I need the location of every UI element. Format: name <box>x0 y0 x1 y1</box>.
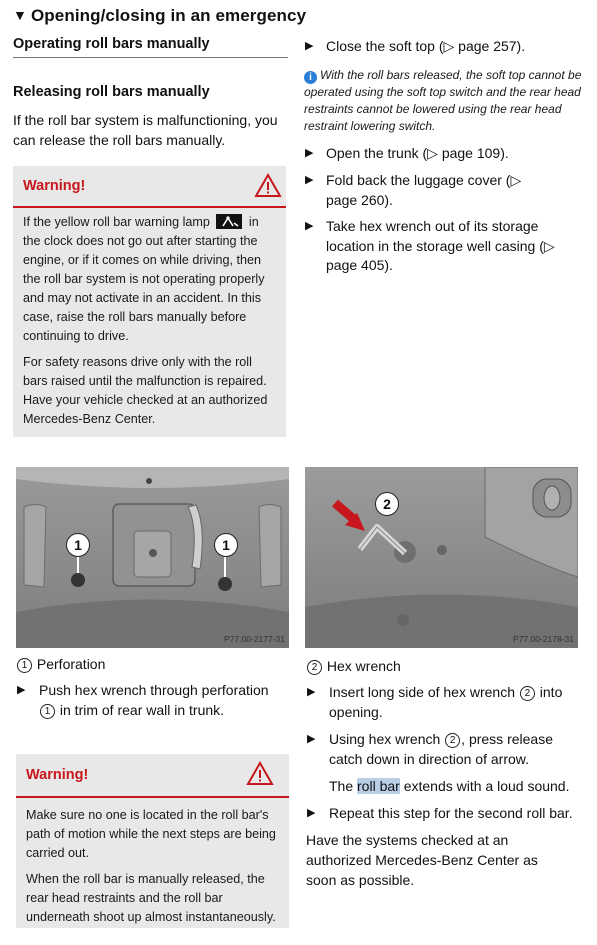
callout-number: 1 <box>17 658 32 673</box>
callout-1-left: 1 <box>66 533 90 557</box>
step-bullet-icon: ▶ <box>307 686 316 698</box>
legend-perforation: 1 Perforation <box>16 654 105 674</box>
step-bullet-icon: ▶ <box>305 174 314 186</box>
releasing-intro: If the roll bar system is malfunctioning, you can release the roll bars manually. <box>13 112 278 148</box>
step-result: The roll bar extends with a loud sound. <box>329 778 570 794</box>
step-bullet-icon: ▶ <box>307 807 316 819</box>
warning-box-2 <box>16 754 289 928</box>
rear-wall-illustration <box>16 467 289 648</box>
callout-number: 1 <box>40 704 55 719</box>
down-triangle-icon: ▼ <box>13 7 27 23</box>
section-title: ▼ Opening/closing in an emergency <box>13 6 307 25</box>
subsection-title: Operating roll bars manually <box>13 36 288 58</box>
step-open-trunk: ▶ Open the trunk (▷ page 109). <box>305 144 597 164</box>
hex-wrench-illustration <box>305 467 578 648</box>
releasing-heading: Releasing roll bars manually <box>13 84 210 100</box>
warning-triangle-icon <box>254 173 282 198</box>
figure-code: P77.00-2177-31 <box>224 634 285 644</box>
figure-hex-wrench <box>305 467 578 648</box>
info-note: i With the roll bars released, the soft top cannot be operated using the soft top switch and the rear head restraints cannot be lowered using the rear head restraint lowering switch. <box>304 68 582 133</box>
step-bullet-icon: ▶ <box>17 684 26 696</box>
closing-text: Have the systems checked at an authorized Mercedes-Benz Center as soon as possible. <box>306 832 538 888</box>
callout-number: 2 <box>445 733 460 748</box>
legend-hex-wrench: 2 Hex wrench <box>306 656 401 676</box>
step-press-catch: ▶ Using hex wrench 2 , press release catch down in direction of arrow. <box>307 731 553 767</box>
figure-code: P77.00-2178-31 <box>513 634 574 644</box>
warning-text-1: If the yellow roll bar warning lamp in the clock does not go out after starting the engine, or if it comes on while driving, then the roll bar system is not operating properly and may not activate in an accident. In this case, raise the roll bars manually before continuing to drive. For safety reasons drive only with the roll bars raised until the malfunction is repaired. Have your vehicle checked at an authorized Mercedes-Benz Center. <box>23 215 268 426</box>
step-bullet-icon: ▶ <box>307 733 316 745</box>
warning-box-1 <box>13 166 286 437</box>
highlighted-text: roll bar <box>357 778 400 794</box>
warning-divider <box>16 796 289 798</box>
info-icon: i <box>304 71 317 84</box>
callout-1-right: 1 <box>214 533 238 557</box>
warning-triangle-icon <box>246 761 274 786</box>
step-insert-wrench: ▶ Insert long side of hex wrench 2 into opening. <box>307 684 563 720</box>
warning-label: Warning! <box>26 767 89 783</box>
callout-number: 2 <box>307 660 322 675</box>
step-push-wrench: ▶ Push hex wrench through perforation 1 in trim of rear wall in trunk. <box>17 682 269 718</box>
warning-label: Warning! <box>23 178 86 194</box>
step-bullet-icon: ▶ <box>305 40 314 52</box>
step-close-soft-top: ▶ Close the soft top (▷ page 257). <box>305 37 597 57</box>
step-bullet-icon: ▶ <box>305 220 314 232</box>
step-take-wrench: ▶ Take hex wrench out of its storage location in the storage well casing (▷ page 405). <box>305 218 555 273</box>
callout-number: 2 <box>520 686 535 701</box>
warning-text-2: Make sure no one is located in the roll bar's path of motion while the next steps are being carried out. When the roll bar is manually released, the rear head restraints and the roll bar underneath shoot up almost instantaneously. <box>26 808 276 924</box>
step-repeat: ▶ Repeat this step for the second roll bar. <box>307 804 597 824</box>
step-fold-cover: ▶ Fold back the luggage cover (▷ page 260). <box>305 172 522 208</box>
warning-divider <box>13 206 286 208</box>
callout-2: 2 <box>375 492 399 516</box>
step-bullet-icon: ▶ <box>305 147 314 159</box>
figure-rear-wall-trim <box>16 467 289 648</box>
roll-bar-warning-lamp-icon <box>216 214 242 229</box>
